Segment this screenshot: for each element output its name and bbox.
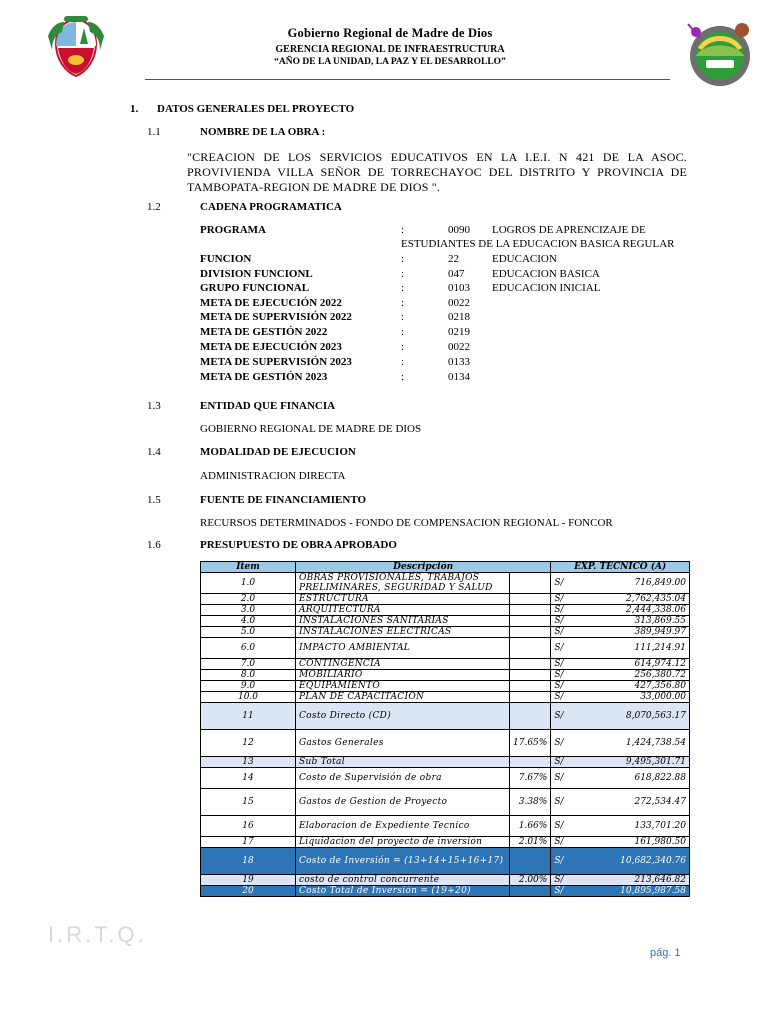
programa-desc: EDUCACION BASICA: [492, 268, 600, 280]
budget-amount: 111,214.91: [577, 638, 689, 659]
budget-row: [201, 757, 690, 768]
budget-amount: 2,762,435.04: [577, 594, 689, 605]
budget-item: 14: [201, 768, 296, 789]
header-line2: GERENCIA REGIONAL DE INFRAESTRUCTURA: [275, 44, 505, 55]
budget-currency: S/: [551, 659, 578, 670]
budget-amount: 133,701.20: [577, 816, 689, 837]
s14-text: ADMINISTRACION DIRECTA: [200, 470, 346, 482]
programa-label: GRUPO FUNCIONAL: [200, 282, 310, 294]
budget-desc: CONTINGENCIA: [296, 659, 510, 670]
budget-row: [201, 837, 690, 848]
budget-desc: PLAN DE CAPACITACION: [296, 692, 510, 703]
s14-title: MODALIDAD DE EJECUCION: [200, 446, 356, 458]
budget-amount: 8,070,563.17: [577, 703, 689, 730]
header-line3: “AÑO DE LA UNIDAD, LA PAZ Y EL DESARROLLO”: [274, 57, 506, 67]
programa-colon: :: [401, 341, 405, 353]
budget-pct: [510, 703, 551, 730]
watermark: I.R.T.Q.: [48, 922, 147, 947]
header-divider: [145, 79, 670, 80]
budget-currency: S/: [551, 768, 578, 789]
budget-row: [201, 692, 690, 703]
budget-header-desc: Descripción: [296, 562, 551, 573]
budget-item: 3.0: [201, 605, 296, 616]
programa-colon: :: [401, 268, 405, 280]
budget-currency: S/: [551, 605, 578, 616]
budget-amount: 1,424,738.54: [577, 730, 689, 757]
budget-pct: [510, 848, 551, 875]
programa-colon: :: [401, 356, 405, 368]
budget-desc: Costo Total de Inversión = (19+20): [296, 886, 510, 897]
programa-colon: :: [401, 297, 405, 309]
budget-header-row: [201, 562, 690, 573]
programa-code: 0103: [448, 282, 470, 294]
budget-desc: OBRAS PROVISIONALES, TRABAJOS PRELIMINARES, SEGURIDAD Y SALUD: [296, 573, 510, 594]
budget-currency: S/: [551, 616, 578, 627]
budget-currency: S/: [551, 638, 578, 659]
budget-item: 1.0: [201, 573, 296, 594]
budget-item: 10.0: [201, 692, 296, 703]
budget-currency: S/: [551, 837, 578, 848]
budget-pct: [510, 692, 551, 703]
budget-item: 5.0: [201, 627, 296, 638]
s16-number: 1.6: [147, 539, 161, 551]
budget-row: [201, 886, 690, 897]
programa-colon: :: [401, 224, 405, 236]
budget-desc: costo de control concurrente: [296, 875, 510, 886]
peru-coat-of-arms-icon: [44, 16, 108, 80]
programa-desc: EDUCACION INICIAL: [492, 282, 601, 294]
budget-pct: [510, 594, 551, 605]
budget-item: 18: [201, 848, 296, 875]
budget-row: [201, 616, 690, 627]
budget-pct: [510, 886, 551, 897]
budget-currency: S/: [551, 848, 578, 875]
s13-text: GOBIERNO REGIONAL DE MADRE DE DIOS: [200, 423, 422, 435]
budget-amount: 427,356.80: [577, 681, 689, 692]
budget-amount: 716,849.00: [577, 573, 689, 594]
budget-amount: 256,380.72: [577, 670, 689, 681]
budget-item: 16: [201, 816, 296, 837]
budget-desc: Costo Directo (CD): [296, 703, 510, 730]
programa-label: META DE SUPERVISIÓN 2023: [200, 356, 352, 368]
header-titles: [150, 26, 630, 67]
budget-pct: [510, 616, 551, 627]
budget-amount: 161,980.50: [577, 837, 689, 848]
budget-item: 19: [201, 875, 296, 886]
budget-currency: S/: [551, 886, 578, 897]
budget-desc: IMPACTO AMBIENTAL: [296, 638, 510, 659]
budget-pct: [510, 605, 551, 616]
programa-code: 0022: [448, 297, 470, 309]
budget-pct: [510, 757, 551, 768]
programa-code: 0022: [448, 341, 470, 353]
budget-pct: [510, 627, 551, 638]
budget-pct: 2.01%: [510, 837, 551, 848]
budget-row: [201, 875, 690, 886]
budget-pct: [510, 573, 551, 594]
section1-title: DATOS GENERALES DEL PROYECTO: [157, 103, 355, 115]
budget-desc: INSTALACIONES ELECTRICAS: [296, 627, 510, 638]
budget-desc: ARQUITECTURA: [296, 605, 510, 616]
budget-currency: S/: [551, 703, 578, 730]
s12-title: CADENA PROGRAMATICA: [200, 201, 342, 213]
budget-pct: [510, 670, 551, 681]
s14-number: 1.4: [147, 446, 161, 458]
budget-currency: S/: [551, 757, 578, 768]
s16-title: PRESUPUESTO DE OBRA APROBADO: [200, 539, 397, 551]
programa-code: 0218: [448, 311, 470, 323]
programa-colon: :: [401, 253, 405, 265]
programa-code: 047: [448, 268, 465, 280]
budget-item: 4.0: [201, 616, 296, 627]
budget-pct: 7.67%: [510, 768, 551, 789]
programa-code: 0133: [448, 356, 470, 368]
budget-desc: Gastos de Gestion de Proyecto: [296, 789, 510, 816]
s11-title: NOMBRE DE LA OBRA :: [200, 126, 326, 138]
budget-currency: S/: [551, 627, 578, 638]
budget-item: 9.0: [201, 681, 296, 692]
programa-label: DIVISION FUNCIONL: [200, 268, 313, 280]
budget-desc: EQUIPAMIENTO: [296, 681, 510, 692]
budget-desc: INSTALACIONES SANITARIAS: [296, 616, 510, 627]
programa-colon: :: [401, 326, 405, 338]
budget-currency: S/: [551, 573, 578, 594]
budget-pct: 3.38%: [510, 789, 551, 816]
budget-amount: 272,534.47: [577, 789, 689, 816]
s15-text: RECURSOS DETERMINADOS - FONDO DE COMPENSACION REGIONAL - FONCOR: [200, 517, 613, 529]
budget-item: 17: [201, 837, 296, 848]
budget-desc: MOBILIARIO: [296, 670, 510, 681]
programa-label: META DE EJECUCIÓN 2023: [200, 341, 342, 353]
budget-item: 8.0: [201, 670, 296, 681]
budget-pct: 17.65%: [510, 730, 551, 757]
programa-label: META DE GESTIÓN 2023: [200, 371, 328, 383]
budget-item: 20: [201, 886, 296, 897]
budget-item: 2.0: [201, 594, 296, 605]
budget-pct: 2.00%: [510, 875, 551, 886]
budget-currency: S/: [551, 594, 578, 605]
budget-header-exp: EXP. TECNICO (A): [551, 562, 690, 573]
budget-pct: 1.66%: [510, 816, 551, 837]
budget-desc: ESTRUCTURA: [296, 594, 510, 605]
programa-code: 0090: [448, 224, 470, 236]
budget-amount: 33,000.00: [577, 692, 689, 703]
budget-amount: 10,682,340.76: [577, 848, 689, 875]
budget-row: [201, 703, 690, 730]
budget-row: [201, 681, 690, 692]
programa-desc: LOGROS DE APRENCIZAJE DE: [492, 224, 646, 236]
budget-row: [201, 730, 690, 757]
budget-amount: 313,869.55: [577, 616, 689, 627]
page-number: pág. 1: [650, 947, 681, 959]
programa-desc: EDUCACION: [492, 253, 557, 265]
budget-currency: S/: [551, 730, 578, 757]
s12-number: 1.2: [147, 201, 161, 213]
programa-code: 22: [448, 253, 459, 265]
budget-currency: S/: [551, 789, 578, 816]
s15-number: 1.5: [147, 494, 161, 506]
budget-item: 7.0: [201, 659, 296, 670]
section1-number: 1.: [130, 103, 139, 115]
budget-currency: S/: [551, 692, 578, 703]
budget-row: [201, 789, 690, 816]
budget-item: 6.0: [201, 638, 296, 659]
budget-desc: Liquidacion del proyecto de inversión: [296, 837, 510, 848]
budget-row: [201, 605, 690, 616]
programa-label: META DE EJECUCIÓN 2022: [200, 297, 342, 309]
programa-desc-continued: ESTUDIANTES DE LA EDUCACION BASICA REGULAR: [401, 238, 675, 250]
budget-amount: 10,895,987.58: [577, 886, 689, 897]
programa-colon: :: [401, 371, 405, 383]
budget-row: [201, 627, 690, 638]
budget-desc: Costo de Inversión = (13+14+15+16+17): [296, 848, 510, 875]
budget-item: 15: [201, 789, 296, 816]
header-line1: Gobierno Regional de Madre de Dios: [287, 26, 493, 40]
budget-row: [201, 768, 690, 789]
madre-de-dios-regional-logo-icon: [684, 18, 756, 88]
budget-row: [201, 594, 690, 605]
budget-row: [201, 816, 690, 837]
budget-row: [201, 848, 690, 875]
budget-row: [201, 659, 690, 670]
budget-desc: Gastos Generales: [296, 730, 510, 757]
page-header: [0, 0, 768, 95]
budget-pct: [510, 681, 551, 692]
budget-row: [201, 573, 690, 594]
s11-number: 1.1: [147, 126, 161, 138]
budget-header-item: Item: [201, 562, 296, 573]
budget-desc: Sub Total: [296, 757, 510, 768]
budget-table: [200, 561, 690, 897]
budget-amount: 618,822.88: [577, 768, 689, 789]
s13-number: 1.3: [147, 400, 161, 412]
budget-item: 12: [201, 730, 296, 757]
programa-colon: :: [401, 282, 405, 294]
budget-item: 11: [201, 703, 296, 730]
programa-label: FUNCION: [200, 253, 252, 265]
programa-label: META DE SUPERVISIÓN 2022: [200, 311, 352, 323]
programa-label: PROGRAMA: [200, 224, 266, 236]
budget-amount: 213,646.82: [577, 875, 689, 886]
budget-amount: 389,949.97: [577, 627, 689, 638]
programa-code: 0219: [448, 326, 470, 338]
obra-name: "CREACION DE LOS SERVICIOS EDUCATIVOS EN LA I.E.I. N 421 DE LA ASOC. PROVIVIENDA VILLA SEÑOR DE TORRECHAYOC DEL DISTRITO Y PROVINCIA DE TAMBOPATA-REGION DE MADRE DE DIOS ".: [187, 150, 687, 194]
budget-pct: [510, 638, 551, 659]
budget-currency: S/: [551, 875, 578, 886]
programa-colon: :: [401, 311, 405, 323]
budget-amount: 9,495,301.71: [577, 757, 689, 768]
budget-desc: Costo de Supervisión de obra: [296, 768, 510, 789]
s15-title: FUENTE DE FINANCIAMIENTO: [200, 494, 367, 506]
budget-item: 13: [201, 757, 296, 768]
budget-currency: S/: [551, 670, 578, 681]
budget-currency: S/: [551, 681, 578, 692]
budget-row: [201, 670, 690, 681]
budget-row: [201, 638, 690, 659]
budget-amount: 614,974.12: [577, 659, 689, 670]
s13-title: ENTIDAD QUE FINANCIA: [200, 400, 336, 412]
programa-label: META DE GESTIÓN 2022: [200, 326, 328, 338]
budget-desc: Elaboracion de Expediente Tecnico: [296, 816, 510, 837]
budget-amount: 2,444,338.06: [577, 605, 689, 616]
programa-code: 0134: [448, 371, 470, 383]
budget-pct: [510, 659, 551, 670]
budget-currency: S/: [551, 816, 578, 837]
